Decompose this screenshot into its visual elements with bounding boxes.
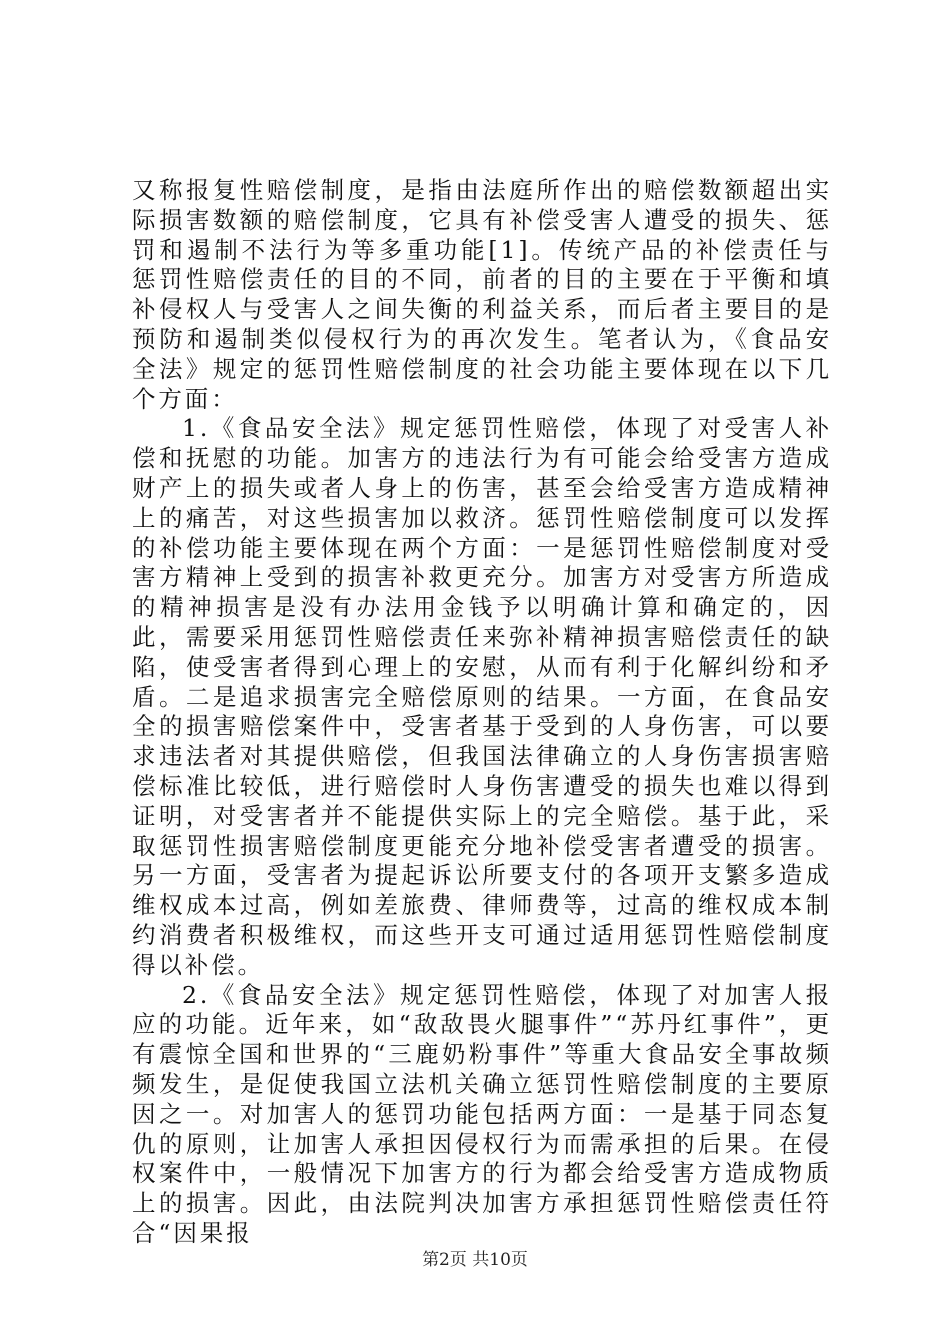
page-number: 第2页 共10页 [422,1250,528,1270]
paragraph-retribution-function: 2.《食品安全法》规定惩罚性赔偿，体现了对加害人报应的功能。近年来，如“敌敌畏火腿事件”“苏丹红事件”，更有震惊全国和世界的“三鹿奶粉事件”等重大食品安全事故频频发生，是促使我国立法机关确立惩罚性赔偿制度的主要原因之一。对加害人的惩罚功能包括两方面：一是基于同态复仇的原则，让加害人承担因侵权行为而需承担的后果。在侵权案件中，一般情况下加害方的行为都会给受害方造成物质上的损害。因此，由法院判决加害方承担惩罚性赔偿责任符合“因果报 [132,980,832,1247]
document-body [132,176,832,1249]
paragraph-compensation-function: 1.《食品安全法》规定惩罚性赔偿，体现了对受害人补偿和抚慰的功能。加害方的违法行为有可能会给受害方造成财产上的损失或者人身上的伤害，甚至会给受害方造成精神上的痛苦，对这些损害加以救济。惩罚性赔偿制度可以发挥的补偿功能主要体现在两个方面：一是惩罚性赔偿制度对受害方精神上受到的损害补救更充分。加害方对受害方所造成的精神损害是没有办法用金钱予以明确计算和确定的，因此，需要采用惩罚性赔偿责任来弥补精神损害赔偿责任的缺陷，使受害者得到心理上的安慰，从而有利于化解纠纷和矛盾。二是追求损害完全赔偿原则的结果。一方面，在食品安全的损害赔偿案件中，受害者基于受到的人身伤害，可以要求违法者对其提供赔偿，但我国法律确立的人身伤害损害赔偿标准比较低，进行赔偿时人身伤害遭受的损失也难以得到证明，对受害者并不能提供实际上的完全赔偿。基于此，采取惩罚性损害赔偿制度更能充分地补偿受害者遭受的损害。另一方面，受害者为提起诉讼所要支付的各项开支繁多造成维权成本过高，例如差旅费、律师费等，过高的维权成本制约消费者积极维权，而这些开支可通过适用惩罚性赔偿制度得以补偿。 [132,414,832,979]
paragraph-intro: 又称报复性赔偿制度，是指由法庭所作出的赔偿数额超出实际损害数额的赔偿制度，它具有补偿受害人遭受的损失、惩罚和遏制不法行为等多重功能[1]。传统产品的补偿责任与惩罚性赔偿责任的目的不同，前者的目的主要在于平衡和填补侵权人与受害人之间失衡的利益关系，而后者主要目的是预防和遏制类似侵权行为的再次发生。笔者认为，《食品安全法》规定的惩罚性赔偿制度的社会功能主要体现在以下几个方面： [132,176,832,413]
